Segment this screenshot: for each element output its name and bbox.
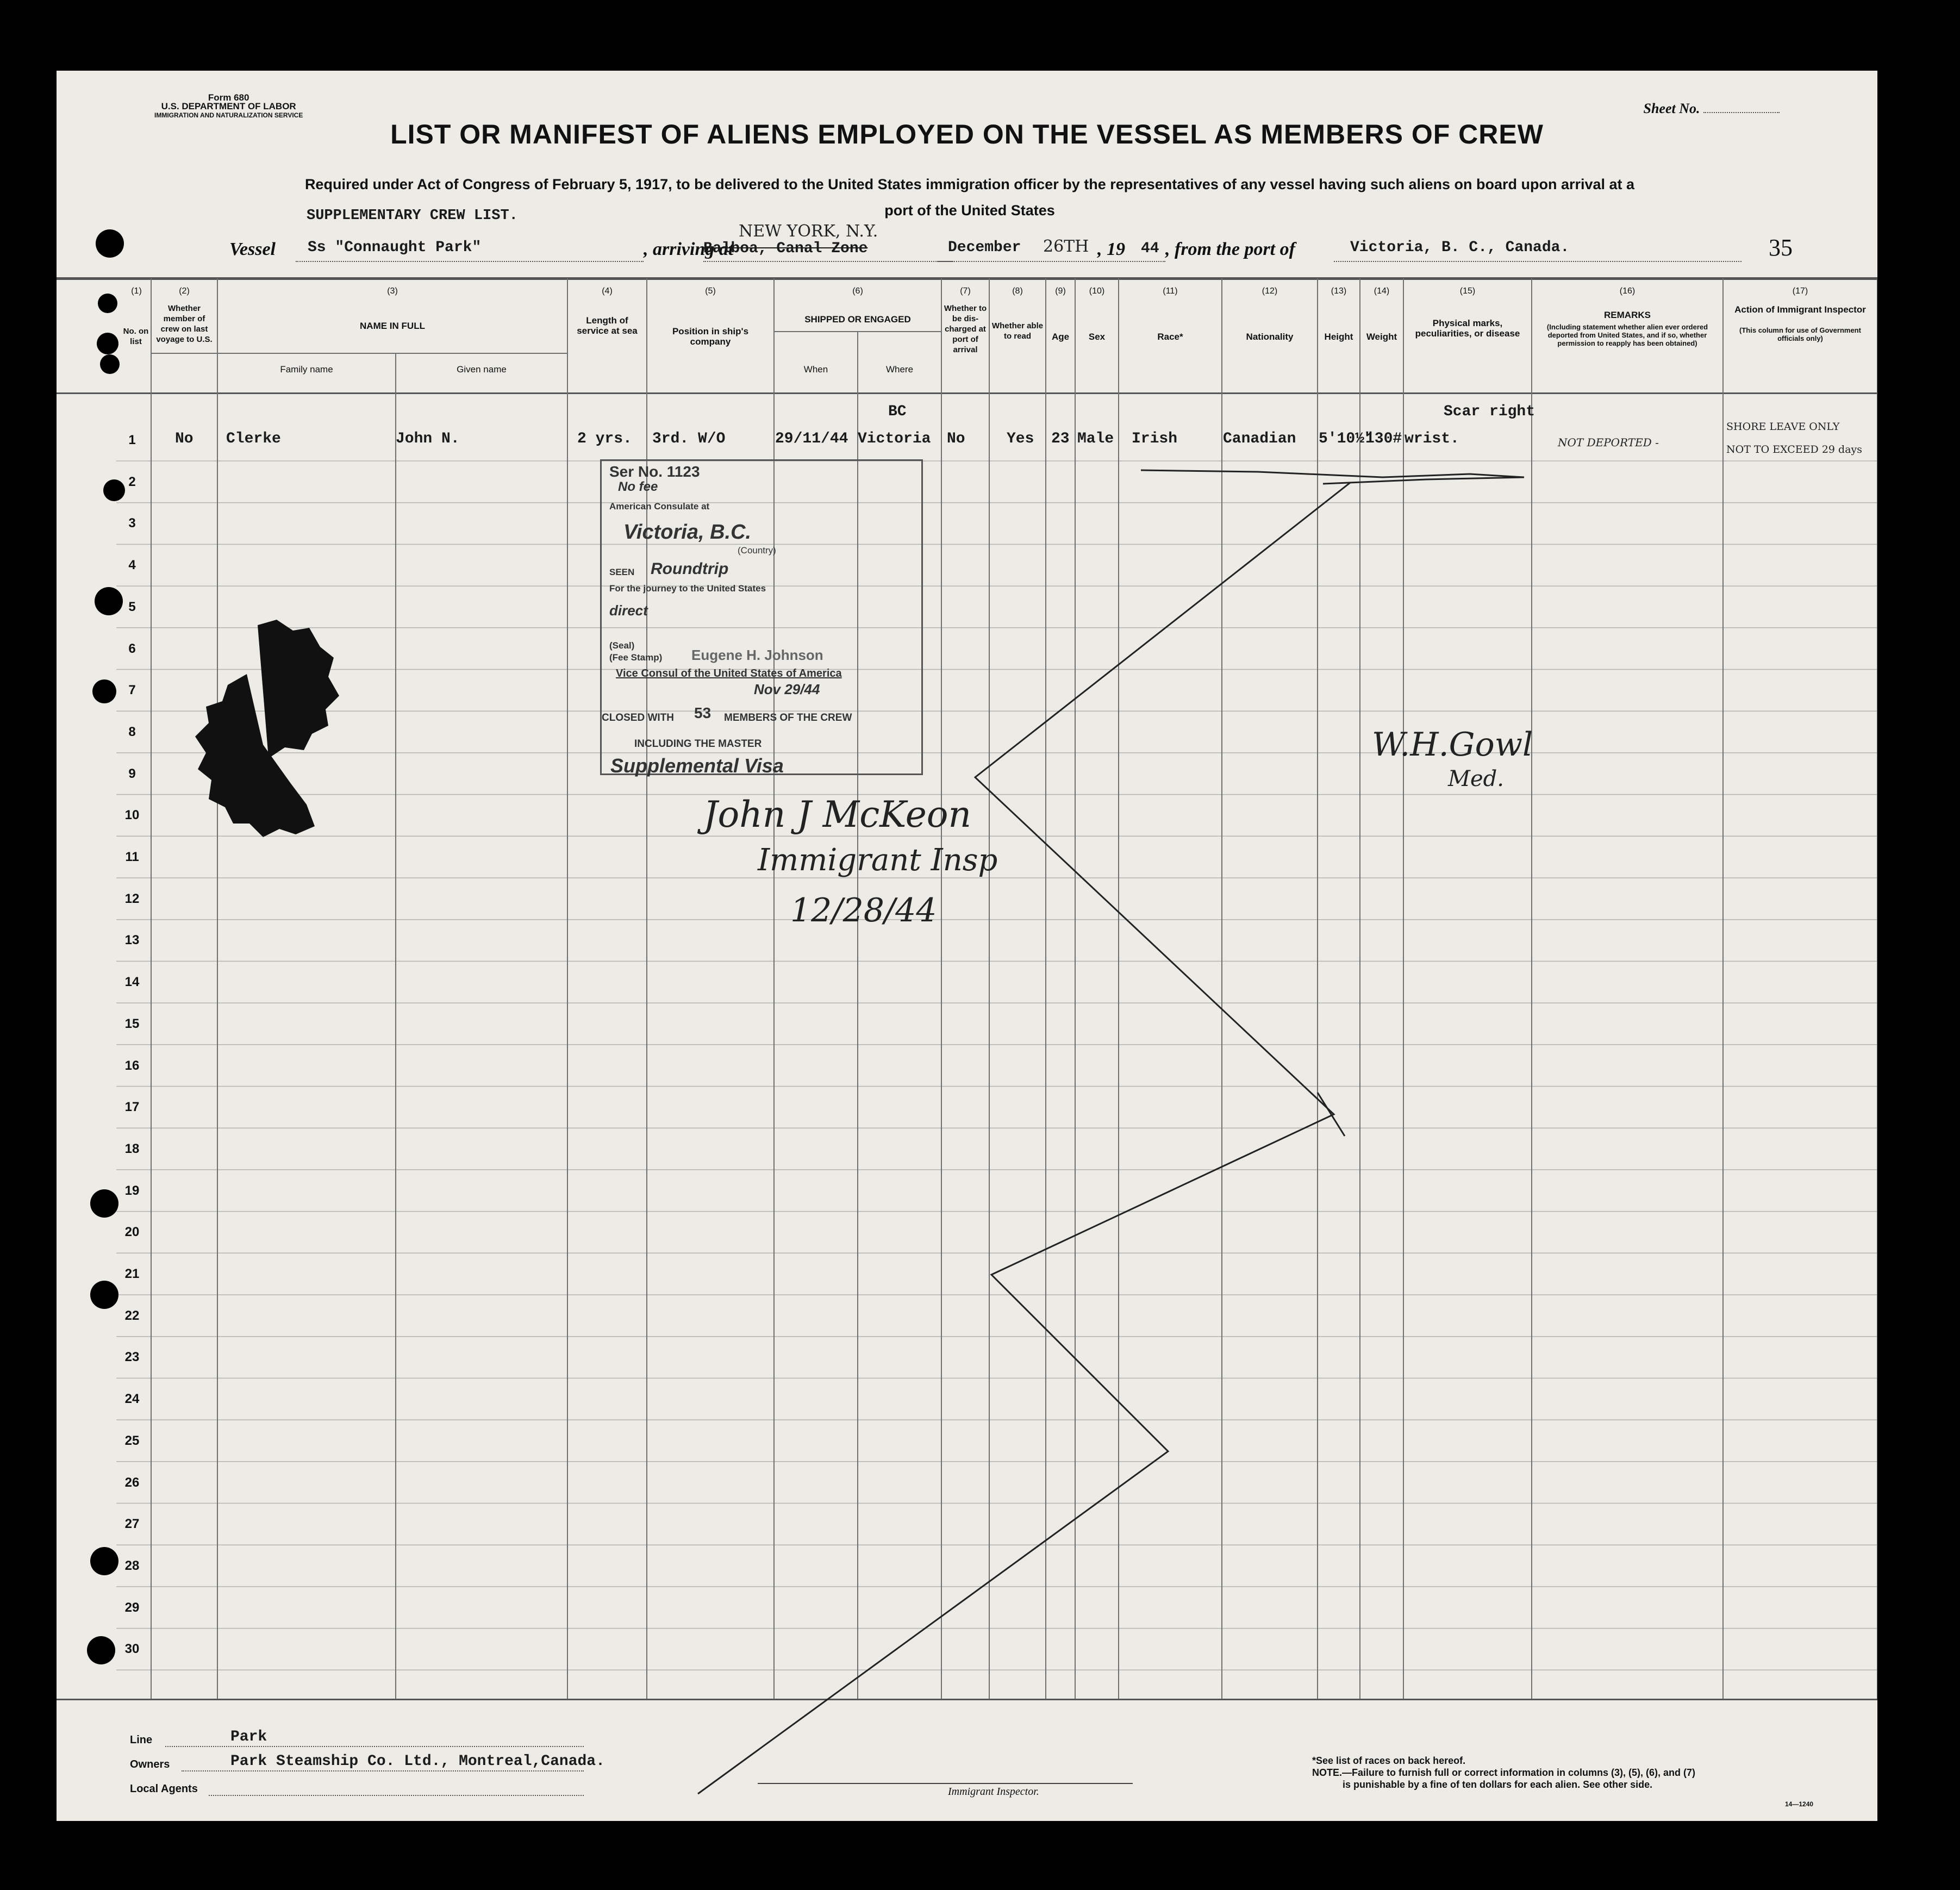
row1-discharged: No <box>947 431 965 447</box>
col-1-heading: No. on list <box>123 327 149 346</box>
from-port: Victoria, B. C., Canada. <box>1350 239 1570 256</box>
row-number: 22 <box>124 1308 140 1323</box>
row1-given-name: John N. <box>396 431 460 447</box>
row-number: 23 <box>124 1350 140 1365</box>
stamp-fee-stamp: (Fee Stamp) <box>609 652 663 663</box>
row-number: 25 <box>124 1433 140 1448</box>
penalty-note-line1: NOTE.—Failure to furnish full or correct information in columns (3), (5), (6), and (7) <box>1312 1767 1696 1778</box>
col-5-heading: Position in ship's company <box>672 326 749 347</box>
row1-where-province: BC <box>888 403 907 420</box>
stamp-country: (Country) <box>738 545 776 556</box>
col-9-heading: Age <box>1051 332 1070 342</box>
row1-action-line1: SHORE LEAVE ONLY <box>1726 421 1840 433</box>
stamp-seen: SEEN <box>609 567 635 577</box>
given-name-subheading: Given name <box>457 364 507 375</box>
row1-age: 23 <box>1051 431 1070 447</box>
stamp-fee: No fee <box>618 479 658 494</box>
col-1-number: (1) <box>131 286 142 296</box>
row-number: 10 <box>124 808 140 823</box>
row1-race: Irish <box>1132 431 1178 447</box>
punch-hole <box>87 1636 115 1664</box>
row-number: 18 <box>124 1141 140 1156</box>
page-number: 35 <box>1769 234 1793 261</box>
when-subheading: When <box>803 364 828 375</box>
stamp-members: MEMBERS OF THE CREW <box>724 712 852 723</box>
medical-officer-signature: W.H.Gowl <box>1372 726 1533 764</box>
col-8-heading: Whether able to read <box>991 321 1044 341</box>
row-number: 1 <box>128 433 136 447</box>
row1-family-name: Clerke <box>226 431 281 447</box>
row1-nationality: Canadian <box>1223 431 1296 447</box>
row-number: 9 <box>128 766 136 781</box>
col-11-number: (11) <box>1163 286 1178 296</box>
row-number: 3 <box>128 516 136 531</box>
supplementary-label: SUPPLEMENTARY CREW LIST. <box>307 208 518 224</box>
races-note: *See list of races on back hereof. <box>1312 1755 1466 1766</box>
action-note: (This column for use of Government officials only) <box>1739 326 1861 342</box>
stamp-serial: Ser No. 1123 <box>609 463 700 480</box>
row1-weight: 130# <box>1365 431 1402 447</box>
row-number: 13 <box>124 933 140 948</box>
line-value: Park <box>230 1729 267 1745</box>
col-12-number: (12) <box>1262 286 1278 296</box>
stamp-closed-with: CLOSED WITH <box>602 712 674 723</box>
stamp-purpose: Roundtrip <box>651 560 729 578</box>
punch-hole <box>90 1547 118 1575</box>
row-number: 17 <box>124 1100 140 1115</box>
row-number: 21 <box>124 1267 140 1281</box>
local-agents-label: Local Agents <box>130 1783 198 1795</box>
stamp-consul-name: Eugene H. Johnson <box>691 647 823 663</box>
row1-sex: Male <box>1077 431 1114 447</box>
punch-hole <box>98 294 117 313</box>
col-8-number: (8) <box>1012 286 1023 296</box>
col-2-heading: Whether member of crew on last voyage to U.S. <box>156 304 213 344</box>
col-9-number: (9) <box>1055 286 1066 296</box>
stamp-date: Nov 29/44 <box>754 681 820 697</box>
col-7-number: (7) <box>960 286 971 296</box>
subtitle-line-1: Required under Act of Congress of February 5, 1917, to be delivered to the United States immigration officer by the representatives of any vessel having such aliens on board upon arrival at a <box>304 176 1635 192</box>
row-number: 5 <box>128 599 136 614</box>
col-7-heading: Whether to be dis-charged at port of arrival <box>944 304 987 354</box>
col-14-heading: Weight <box>1366 332 1397 342</box>
punch-hole <box>103 479 125 501</box>
col-6-heading: SHIPPED OR ENGAGED <box>804 314 911 325</box>
row1-position: 3rd. W/O <box>652 431 726 447</box>
row1-marks-line1: Scar right <box>1444 403 1535 420</box>
row-number: 16 <box>124 1058 140 1073</box>
row-number: 20 <box>124 1225 140 1240</box>
row-number: 2 <box>128 474 136 489</box>
row1-action-line2: NOT TO EXCEED 29 days <box>1726 444 1863 456</box>
row-number: 30 <box>124 1642 140 1657</box>
row-number: 15 <box>124 1016 140 1031</box>
arrival-month: December <box>948 239 1021 256</box>
row-number: 11 <box>125 850 139 864</box>
row-number: 19 <box>124 1183 140 1198</box>
arrival-day: 26TH <box>1043 237 1089 256</box>
arrival-year: 44 <box>1141 240 1159 257</box>
row1-when-engaged: 29/11/44 <box>775 431 848 447</box>
row1-height: 5'10½" <box>1319 431 1374 447</box>
stamp-direct: direct <box>609 602 648 619</box>
row-number: 4 <box>128 558 136 573</box>
owners-value: Park Steamship Co. Ltd., Montreal,Canada. <box>230 1753 605 1770</box>
form-code: 14—1240 <box>1785 1800 1814 1808</box>
punch-hole <box>96 229 124 258</box>
stamp-seal: (Seal) <box>609 640 635 651</box>
stamp-crew-count: 53 <box>694 704 711 721</box>
row-number: 14 <box>124 975 140 990</box>
col-15-heading: Physical marks, peculiarities, or disease <box>1415 318 1520 339</box>
arriving-label: , arriving at <box>644 239 734 259</box>
col-11-heading: Race* <box>1157 332 1183 342</box>
col-14-number: (14) <box>1374 286 1390 296</box>
row1-service-length: 2 yrs. <box>577 431 632 447</box>
subtitle-line-2: port of the United States <box>884 202 1055 219</box>
row1-remarks: NOT DEPORTED - <box>1558 436 1659 449</box>
col-15-number: (15) <box>1459 286 1476 296</box>
inspector-signature: John J McKeon <box>703 794 972 835</box>
stamp-city: Victoria, B.C. <box>623 521 752 544</box>
vessel-label: Vessel <box>229 239 276 259</box>
medical-officer-title: Med. <box>1448 766 1504 791</box>
punch-hole <box>90 1189 118 1218</box>
col-2-number: (2) <box>179 286 190 296</box>
col-4-number: (4) <box>602 286 613 296</box>
inspector-title: Immigrant Insp <box>758 843 998 878</box>
penalty-note-line2: is punishable by a fine of ten dollars for each alien. See other side. <box>1343 1779 1653 1790</box>
from-port-label: , from the port of <box>1165 239 1295 259</box>
owners-label: Owners <box>130 1758 170 1770</box>
col-10-heading: Sex <box>1088 332 1106 342</box>
punch-hole <box>92 679 116 703</box>
row1-able-to-read: Yes <box>1007 431 1034 447</box>
row-number: 28 <box>124 1558 140 1573</box>
arriving-port-handwritten: NEW YORK, N.Y. <box>739 222 878 241</box>
col-3-heading: NAME IN FULL <box>360 321 425 331</box>
punch-hole <box>95 587 123 615</box>
col-12-heading: Nationality <box>1246 332 1294 342</box>
vessel-name: Ss "Connaught Park" <box>308 239 482 256</box>
document-title: LIST OR MANIFEST OF ALIENS EMPLOYED ON THE VESSEL AS MEMBERS OF CREW <box>390 119 1544 149</box>
arriving-port-struck: Balboa, Canal Zone <box>703 240 868 257</box>
col-5-number: (5) <box>705 286 716 296</box>
form-number: Form 680 <box>208 92 249 103</box>
punch-hole <box>97 333 118 354</box>
col-4-heading: Length of service at sea <box>577 315 638 336</box>
col-17-heading: Action of Immigrant Inspector <box>1734 304 1866 315</box>
col-13-number: (13) <box>1331 286 1347 296</box>
punch-hole <box>100 354 120 374</box>
inspection-date: 12/28/44 <box>790 891 937 930</box>
col-17-number: (17) <box>1792 286 1808 296</box>
row-number: 29 <box>124 1600 140 1615</box>
row-number: 12 <box>124 891 140 906</box>
col-6-number: (6) <box>852 286 863 296</box>
arrival-year-prefix: , 19 <box>1097 239 1125 259</box>
punch-hole <box>90 1281 118 1309</box>
inspector-signature-label: Immigrant Inspector. <box>948 1786 1039 1798</box>
col-16-number: (16) <box>1619 286 1636 296</box>
row-number: 7 <box>128 683 136 698</box>
row-number: 27 <box>124 1517 140 1532</box>
stamp-journey: For the journey to the United States <box>609 583 766 594</box>
row1-marks-line2: wrist. <box>1405 431 1459 447</box>
col-10-number: (10) <box>1089 286 1105 296</box>
manifest-sheet <box>57 71 1877 1821</box>
sheet-number-label: Sheet No. <box>1644 101 1780 117</box>
row1-where-engaged: Victoria <box>858 431 931 447</box>
col-13-heading: Height <box>1324 332 1353 342</box>
where-subheading: Where <box>885 364 914 375</box>
row1-last-voyage: No <box>175 431 193 447</box>
col-16-heading: REMARKS <box>1604 310 1651 320</box>
cancellation-stroke <box>57 71 1877 1821</box>
remarks-note: (Including statement whether alien ever ordered deported from United States, and if so, whether permission to reapply has been obtained) <box>1546 323 1708 347</box>
row-number: 26 <box>124 1475 140 1490</box>
department-name: U.S. DEPARTMENT OF LABOR <box>161 101 296 111</box>
stamp-supplemental-visa: Supplemental Visa <box>610 754 784 777</box>
line-label: Line <box>130 1734 153 1746</box>
row-number: 24 <box>124 1392 140 1407</box>
family-name-subheading: Family name <box>280 364 333 375</box>
stamp-including: INCLUDING THE MASTER <box>634 738 762 750</box>
service-name: IMMIGRATION AND NATURALIZATION SERVICE <box>154 111 303 119</box>
row-number: 6 <box>128 641 136 656</box>
stamp-vice-consul: Vice Consul of the United States of America <box>616 668 842 679</box>
col-3-number: (3) <box>387 286 398 296</box>
row-number: 8 <box>128 724 136 739</box>
stamp-consulate: American Consulate at <box>609 501 710 512</box>
